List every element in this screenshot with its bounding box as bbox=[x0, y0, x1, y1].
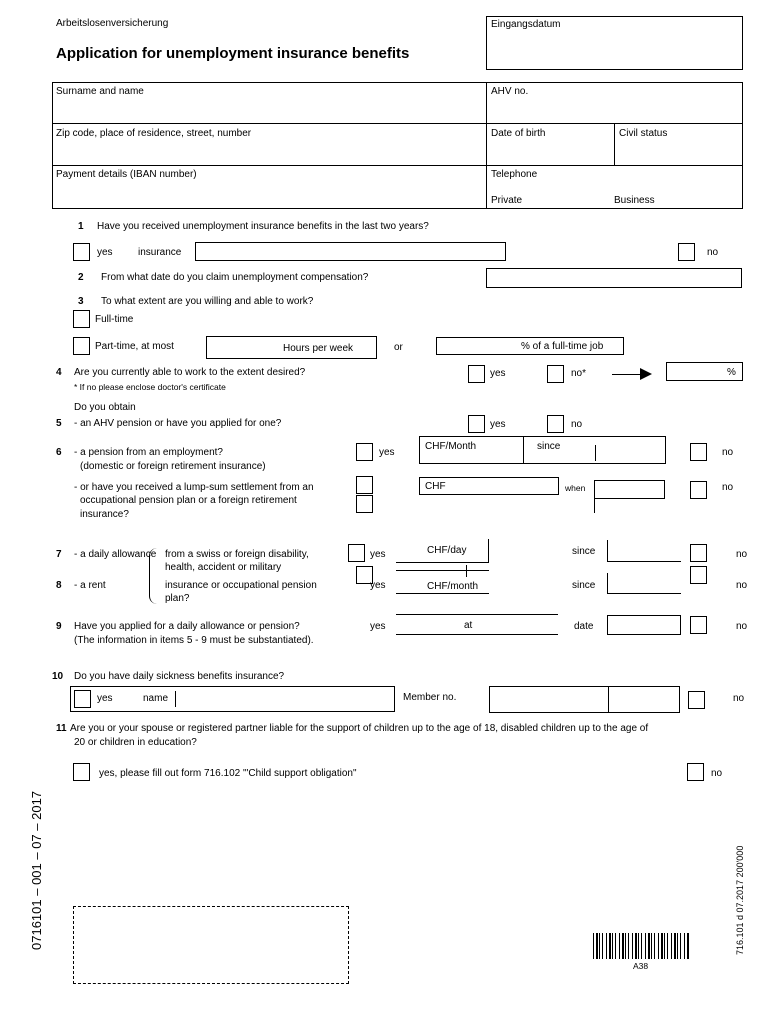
q8-chf-month-label: CHF/month bbox=[427, 581, 479, 592]
q9-no-checkbox[interactable] bbox=[690, 616, 707, 634]
q3-percent-label: % of a full-time job bbox=[521, 341, 604, 352]
q6-chf-input[interactable] bbox=[419, 477, 559, 495]
q6-chf-label: CHF bbox=[425, 481, 446, 492]
q11-yes-label: yes, please fill out form 716.102 "'Child support obligation" bbox=[99, 768, 357, 779]
q4-yes-checkbox[interactable] bbox=[468, 365, 485, 383]
q3-fulltime-checkbox[interactable] bbox=[73, 310, 90, 328]
q8-number: 8 bbox=[56, 580, 62, 591]
q5-no-label: no bbox=[571, 419, 583, 430]
q9-text: Have you applied for a daily allowance or pension? bbox=[74, 621, 300, 632]
q3-number: 3 bbox=[78, 296, 84, 307]
q5-yes-checkbox[interactable] bbox=[468, 415, 485, 433]
entry-date-box[interactable] bbox=[486, 16, 743, 70]
q11-text1: Are you or your spouse or registered partner liable for the support of children up to the age of 18, disabled children up to the age of bbox=[70, 723, 649, 734]
q8-yes-label: yes bbox=[370, 580, 386, 591]
entry-date-label: Eingangsdatum bbox=[491, 19, 561, 30]
q6-text2a: - or have you received a lump-sum settlement from an bbox=[74, 482, 314, 493]
q3-percent-input[interactable] bbox=[436, 337, 624, 355]
q3-or-label: or bbox=[394, 342, 403, 353]
q6-lump-checkbox-2[interactable] bbox=[356, 495, 373, 513]
q11-text2: 20 or children in education? bbox=[74, 737, 197, 748]
q11-no-checkbox[interactable] bbox=[687, 763, 704, 781]
q8-no-label: no bbox=[736, 580, 748, 591]
q7-yes-label: yes bbox=[370, 549, 386, 560]
q8-no-checkbox[interactable] bbox=[690, 566, 707, 584]
q11-number: 11 bbox=[56, 723, 67, 734]
q2-text: From what date do you claim unemployment compensation? bbox=[101, 272, 369, 283]
q8-desc2: plan? bbox=[165, 593, 190, 604]
q7-since-input[interactable] bbox=[607, 540, 681, 562]
q11-yes-checkbox[interactable] bbox=[73, 763, 90, 781]
q6-text2c: insurance? bbox=[80, 509, 129, 520]
q10-yes-name-box[interactable] bbox=[70, 686, 395, 712]
dob-field[interactable]: Date of birth bbox=[491, 128, 546, 139]
q3-hours-input[interactable] bbox=[206, 336, 377, 359]
q1-no-checkbox[interactable] bbox=[678, 243, 695, 261]
payment-field[interactable]: Payment details (IBAN number) bbox=[56, 169, 197, 180]
surname-name-field[interactable]: Surname and name bbox=[56, 86, 144, 97]
telephone-business-field[interactable]: Business bbox=[614, 195, 655, 206]
q7-since-label: since bbox=[572, 546, 596, 557]
q7-no-checkbox[interactable] bbox=[690, 544, 707, 562]
q4-text: Are you currently able to work to the extent desired? bbox=[74, 367, 306, 378]
q5-no-checkbox[interactable] bbox=[547, 415, 564, 433]
q7-chf-day-input[interactable] bbox=[396, 539, 489, 563]
q4-percent-input[interactable] bbox=[666, 362, 743, 381]
q6-since-label: since bbox=[537, 441, 561, 452]
q9-at-input[interactable] bbox=[396, 614, 558, 635]
q4-no-label: no* bbox=[571, 368, 587, 379]
personal-data-table bbox=[52, 82, 743, 209]
q10-member-label: Member no. bbox=[403, 692, 457, 703]
q1-insurance-label: insurance bbox=[138, 247, 182, 258]
q10-yes-checkbox[interactable] bbox=[74, 690, 91, 708]
q7-text: - a daily allowance bbox=[74, 549, 157, 560]
barcode-label: A38 bbox=[633, 961, 649, 971]
q10-no-checkbox[interactable] bbox=[688, 691, 705, 709]
q3-hours-label: Hours per week bbox=[283, 343, 354, 354]
signature-box[interactable] bbox=[73, 906, 349, 984]
q6-text2b: occupational pension plan or a foreign retirement bbox=[80, 495, 297, 506]
right-form-code: 716.101 d 07.2017 200'000 bbox=[735, 845, 745, 955]
q10-number: 10 bbox=[52, 671, 64, 682]
q5-yes-label: yes bbox=[490, 419, 506, 430]
q6-text1b: (domestic or foreign retirement insurance) bbox=[80, 461, 266, 472]
q9-date-label: date bbox=[574, 621, 594, 632]
q1-text: Have you received unemployment insurance benefits in the last two years? bbox=[97, 221, 429, 232]
q3-parttime-checkbox[interactable] bbox=[73, 337, 90, 355]
telephone-private-field[interactable]: Private bbox=[491, 195, 523, 206]
q10-yes-label: yes bbox=[97, 693, 113, 704]
q2-date-input[interactable] bbox=[486, 268, 742, 288]
q6-when-input[interactable] bbox=[594, 480, 665, 499]
q11-no-label: no bbox=[711, 768, 723, 779]
q3-parttime-label: Part-time, at most bbox=[95, 341, 174, 352]
q1-number: 1 bbox=[78, 221, 84, 232]
q2-number: 2 bbox=[78, 272, 84, 283]
telephone-label: Telephone bbox=[491, 169, 538, 180]
q7-desc1: from a swiss or foreign disability, bbox=[165, 549, 309, 560]
q6-text1: - a pension from an employment? bbox=[74, 447, 223, 458]
q10-member-input[interactable] bbox=[489, 686, 680, 713]
q9-number: 9 bbox=[56, 621, 62, 632]
q8-since-label: since bbox=[572, 580, 596, 591]
q6-number: 6 bbox=[56, 447, 62, 458]
q5-text: - an AHV pension or have you applied for one? bbox=[74, 418, 282, 429]
q7-number: 7 bbox=[56, 549, 62, 560]
org-name: Arbeitslosenversicherung bbox=[56, 18, 169, 29]
q6-lump-no-label: no bbox=[722, 482, 734, 493]
q4-note: * If no please enclose doctor's certificate bbox=[74, 382, 226, 392]
q8-since-input[interactable] bbox=[607, 573, 681, 594]
q9-yes-label: yes bbox=[370, 621, 386, 632]
q1-yes-label: yes bbox=[97, 247, 113, 258]
civil-status-field[interactable]: Civil status bbox=[619, 128, 668, 139]
q6-lump-yes-checkbox[interactable] bbox=[356, 476, 373, 494]
q6-yes-label: yes bbox=[379, 447, 395, 458]
q4-yes-label: yes bbox=[490, 368, 506, 379]
q7-yes-checkbox[interactable] bbox=[348, 544, 365, 562]
q6-chf-month-label: CHF/Month bbox=[425, 441, 477, 452]
q1-no-label: no bbox=[707, 247, 719, 258]
q5-number: 5 bbox=[56, 418, 62, 429]
q3-fulltime-label: Full-time bbox=[95, 314, 134, 325]
q9-at-label: at bbox=[464, 620, 473, 631]
q4-no-checkbox[interactable] bbox=[547, 365, 564, 383]
left-form-code: 0716101 – 001 – 07 – 2017 bbox=[29, 790, 44, 950]
q8-text: - a rent bbox=[74, 580, 106, 591]
q1-yes-checkbox[interactable] bbox=[73, 243, 90, 261]
q6-yes-checkbox[interactable] bbox=[356, 443, 373, 461]
q6-no-checkbox[interactable] bbox=[690, 443, 707, 461]
q10-name-label: name bbox=[143, 693, 169, 704]
q8-desc1: insurance or occupational pension bbox=[165, 580, 317, 591]
q4-percent-label: % bbox=[727, 367, 736, 378]
q10-text: Do you have daily sickness benefits insurance? bbox=[74, 671, 285, 682]
q10-no-label: no bbox=[733, 693, 745, 704]
page-title: Application for unemployment insurance benefits bbox=[56, 45, 410, 62]
brace-icon bbox=[149, 548, 158, 604]
q9-no-label: no bbox=[736, 621, 748, 632]
q7-chf-day-label: CHF/day bbox=[427, 545, 467, 556]
q7-no-label: no bbox=[736, 549, 748, 560]
address-field[interactable]: Zip code, place of residence, street, number bbox=[56, 128, 252, 139]
arrow-right-icon bbox=[640, 368, 652, 380]
q4-number: 4 bbox=[56, 367, 62, 378]
q6-no-label: no bbox=[722, 447, 734, 458]
q3-text: To what extent are you willing and able to work? bbox=[101, 296, 314, 307]
q7-desc2: health, accident or military bbox=[165, 562, 282, 573]
q6-amount-box[interactable] bbox=[419, 436, 666, 464]
q6-when-label: when bbox=[565, 483, 586, 493]
ahv-no-field[interactable]: AHV no. bbox=[491, 86, 529, 97]
barcode bbox=[593, 933, 689, 959]
q6-lump-no-checkbox[interactable] bbox=[690, 481, 707, 499]
obtain-heading: Do you obtain bbox=[74, 402, 136, 413]
q1-insurance-input[interactable] bbox=[195, 242, 506, 261]
q9-date-input[interactable] bbox=[607, 615, 681, 635]
q8-chf-month-input[interactable] bbox=[396, 570, 489, 594]
q9-note: (The information in items 5 - 9 must be substantiated). bbox=[74, 635, 314, 646]
